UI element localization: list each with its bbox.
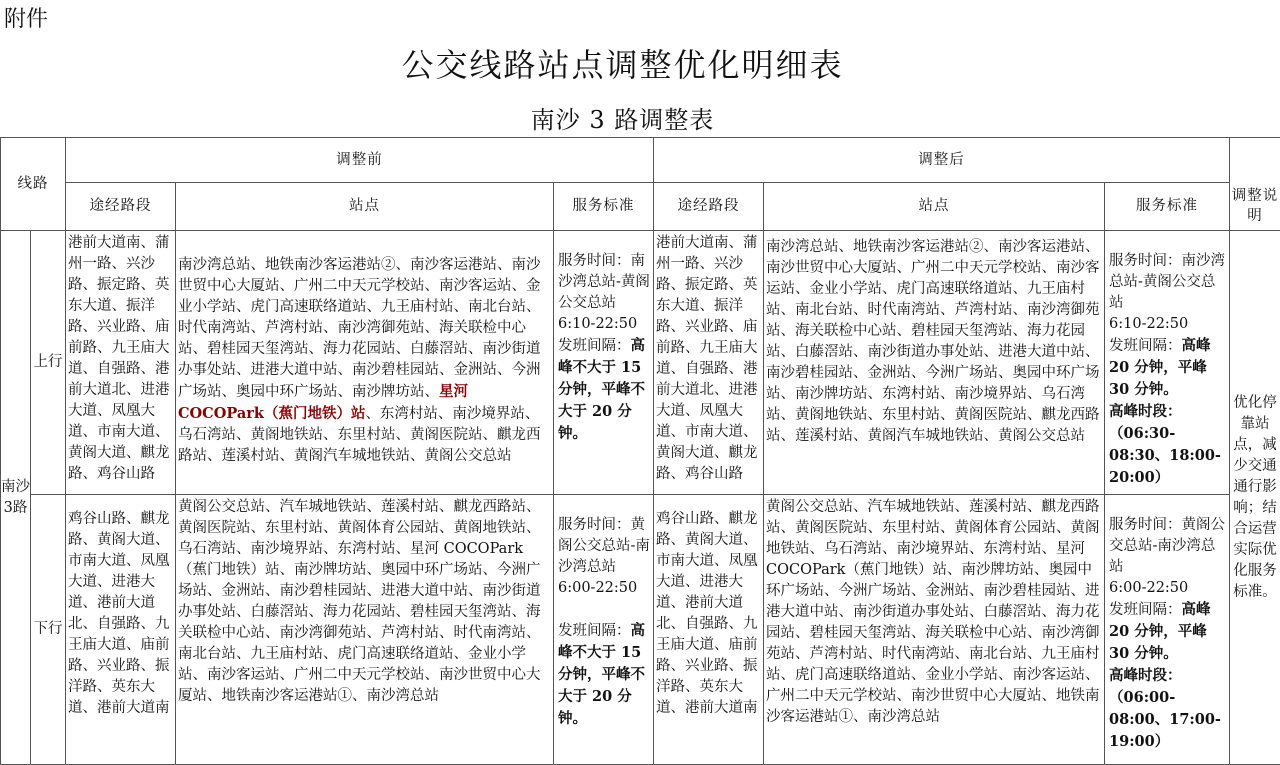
header-line: 线路 bbox=[1, 138, 66, 231]
down-before-stops: 黄阁公交总站、汽车城地铁站、莲溪村站、麒龙西路站、黄阁医院站、东里村站、黄阁体育公园站、黄阁地铁站、乌石湾站、南沙境界站、东湾村站、星河 COCOPark（蕉门地铁）站、南沙牌坊站、奥园中环广场站、今洲广场站、金洲站、南沙碧桂园站、进港大道中站、南沙街道办事处站、白藤滘站、海力花园站、碧桂园天玺湾站、海关联检中心站、南沙湾御苑站、芦湾村站、时代南湾站、南北台站、九王庙村站、虎门高速联络道站、金业小学站、南沙客运站、广州二中天元学校站、南沙世贸中心大厦站、地铁南沙客运港站①、南沙湾总站 bbox=[176, 495, 554, 765]
down-after-path: 鸡谷山路、麒龙路、黄阁大道、市南大道、凤凰大道、进港大道、港前大道北、自强路、九王庙大道、庙前路、兴业路、振洋路、英东大道、港前大道南 bbox=[654, 495, 764, 765]
header-after-standard: 服务标准 bbox=[1105, 183, 1230, 231]
route-name: 南沙3路 bbox=[1, 231, 31, 765]
up-after-peak-label: 高峰时段： bbox=[1109, 403, 1182, 420]
direction-down: 下行 bbox=[31, 495, 66, 765]
header-note: 调整说明 bbox=[1230, 183, 1280, 231]
down-before-service-time: 服务时间：黄阁公交总站-南沙湾总站 bbox=[558, 517, 650, 575]
attachment-label: 附件 bbox=[4, 7, 49, 32]
header-note-top bbox=[1230, 138, 1280, 183]
up-after-standard bbox=[1105, 231, 1230, 495]
header-after-path: 途经路段 bbox=[654, 183, 764, 231]
down-after-peak-hours: （06:00-08:00、17:00-19:00） bbox=[1109, 689, 1221, 750]
up-after-service-time: 服务时间：南沙湾总站-黄阁公交总站 bbox=[1109, 253, 1226, 311]
down-after-service-time: 服务时间：黄阁公交总站-南沙湾总站 bbox=[1109, 517, 1226, 575]
down-after-stops: 黄阁公交总站、汽车城地铁站、莲溪村站、麒龙西路站、黄阁医院站、东里村站、黄阁体育公园站、黄阁地铁站、乌石湾站、南沙境界站、东湾村站、星河 COCOPark（蕉门地铁）站、南沙牌坊站、奥园中环广场站、今洲广场站、金洲站、南沙碧桂园站、进港大道中站、南沙街道办事处站、白藤滘站、海力花园站、碧桂园天玺湾站、海关联检中心站、南沙湾御苑站、芦湾村站、时代南湾站、南北台站、九王庙村站、虎门高速联络道站、金业小学站、南沙客运站、广州二中天元学校站、南沙世贸中心大厦站、地铁南沙客运港站①、南沙湾总站 bbox=[764, 495, 1105, 765]
up-before-stops bbox=[176, 231, 554, 495]
up-after-hours: 6:10-22:50 bbox=[1109, 316, 1189, 332]
up-after-path: 港前大道南、蒲州一路、兴沙路、振定路、英东大道、振洋路、兴业路、庙前路、九王庙大道、自强路、港前大道北、进港大道、凤凰大道、市南大道、黄阁大道、麒龙路、鸡谷山路 bbox=[654, 231, 764, 495]
page-title: 公交线路站点调整优化明细表 bbox=[401, 46, 844, 84]
up-before-stops-highlight: 星河 COCOPark（蕉门地铁）站 bbox=[178, 383, 468, 422]
down-after-hours: 6:00-22:50 bbox=[1109, 580, 1189, 596]
direction-up: 上行 bbox=[31, 231, 66, 495]
up-before-service-time: 服务时间：南沙湾总站-黄阁公交总站 bbox=[558, 253, 650, 311]
up-before-hours: 6:10-22:50 bbox=[558, 316, 638, 332]
down-after-peak-label: 高峰时段： bbox=[1109, 667, 1182, 684]
header-before: 调整前 bbox=[66, 138, 654, 183]
route-adjust-table bbox=[0, 137, 1280, 765]
up-after-interval-label: 发班间隔： bbox=[1109, 338, 1182, 354]
up-before-standard bbox=[554, 231, 654, 495]
up-before-path: 港前大道南、蒲州一路、兴沙路、振定路、英东大道、振洋路、兴业路、庙前路、九王庙大道、自强路、港前大道北、进港大道、凤凰大道、市南大道、黄阁大道、麒龙路、鸡谷山路 bbox=[66, 231, 176, 495]
up-after-stops: 南沙湾总站、地铁南沙客运港站②、南沙客运港站、南沙世贸中心大厦站、广州二中天元学校站、南沙客运站、金业小学站、虎门高速联络道站、九王庙村站、南北台站、时代南湾站、芦湾村站、南沙湾御苑站、海关联检中心站、碧桂园天玺湾站、海力花园站、白藤滘站、南沙街道办事处站、进港大道中站、南沙碧桂园站、金洲站、今洲广场站、奥园中环广场站、南沙牌坊站、东湾村站、南沙境界站、乌石湾站、黄阁地铁站、东里村站、黄阁医院站、麒龙西路站、莲溪村站、黄阁汽车城地铁站、黄阁公交总站 bbox=[764, 231, 1105, 495]
header-before-standard: 服务标准 bbox=[554, 183, 654, 231]
header-before-path: 途经路段 bbox=[66, 183, 176, 231]
header-after: 调整后 bbox=[654, 138, 1230, 183]
down-after-standard bbox=[1105, 495, 1230, 765]
down-before-path: 鸡谷山路、麒龙路、黄阁大道、市南大道、凤凰大道、进港大道、港前大道北、自强路、九王庙大道、庙前路、兴业路、振洋路、英东大道、港前大道南 bbox=[66, 495, 176, 765]
header-after-stops: 站点 bbox=[764, 183, 1105, 231]
up-after-peak-hours: （06:30-08:30、18:00-20:00） bbox=[1109, 425, 1221, 486]
up-before-interval-label: 发班间隔： bbox=[558, 338, 631, 354]
header-before-stops: 站点 bbox=[176, 183, 554, 231]
up-before-interval: 高峰不大于 15 分钟，平峰不大于 20 分钟。 bbox=[558, 337, 645, 442]
adjust-note: 优化停靠站点，减少交通通行影响；结合运营实际优化服务标准。 bbox=[1230, 231, 1280, 765]
up-before-stops-part3: 、东湾村站、南沙境界站、乌石湾站、黄阁地铁站、东里村站、黄阁医院站、麒龙西路站、莲溪村站、黄阁汽车城地铁站、黄阁公交总站 bbox=[178, 406, 541, 464]
down-after-interval: 高峰 20 分钟，平峰 30 分钟。 bbox=[1109, 601, 1211, 662]
down-before-hours: 6:00-22:50 bbox=[558, 580, 638, 596]
down-after-interval-label: 发班间隔： bbox=[1109, 602, 1182, 618]
up-before-stops-part1: 南沙湾总站、地铁南沙客运港站②、南沙客运港站、南沙世贸中心大厦站、广州二中天元学校站、南沙客运站、金业小学站、虎门高速联络道站、九王庙村站、南北台站、时代南湾站、芦湾村站、南沙湾御苑站、海关联检中心站、碧桂园天玺湾站、海力花园站、白藤滘站、南沙街道办事处站、进港大道中站、南沙碧桂园站、金洲站、今洲广场站、奥园中环广场站、南沙牌坊站、 bbox=[178, 257, 541, 400]
down-before-interval: 高峰不大于 15 分钟，平峰不大于 20 分钟。 bbox=[558, 622, 645, 727]
up-after-interval: 高峰 20 分钟，平峰 30 分钟。 bbox=[1109, 337, 1211, 398]
page-subtitle: 南沙 3 路调整表 bbox=[530, 106, 715, 134]
down-before-standard bbox=[554, 495, 654, 765]
down-before-interval-label: 发班间隔： bbox=[558, 623, 631, 639]
